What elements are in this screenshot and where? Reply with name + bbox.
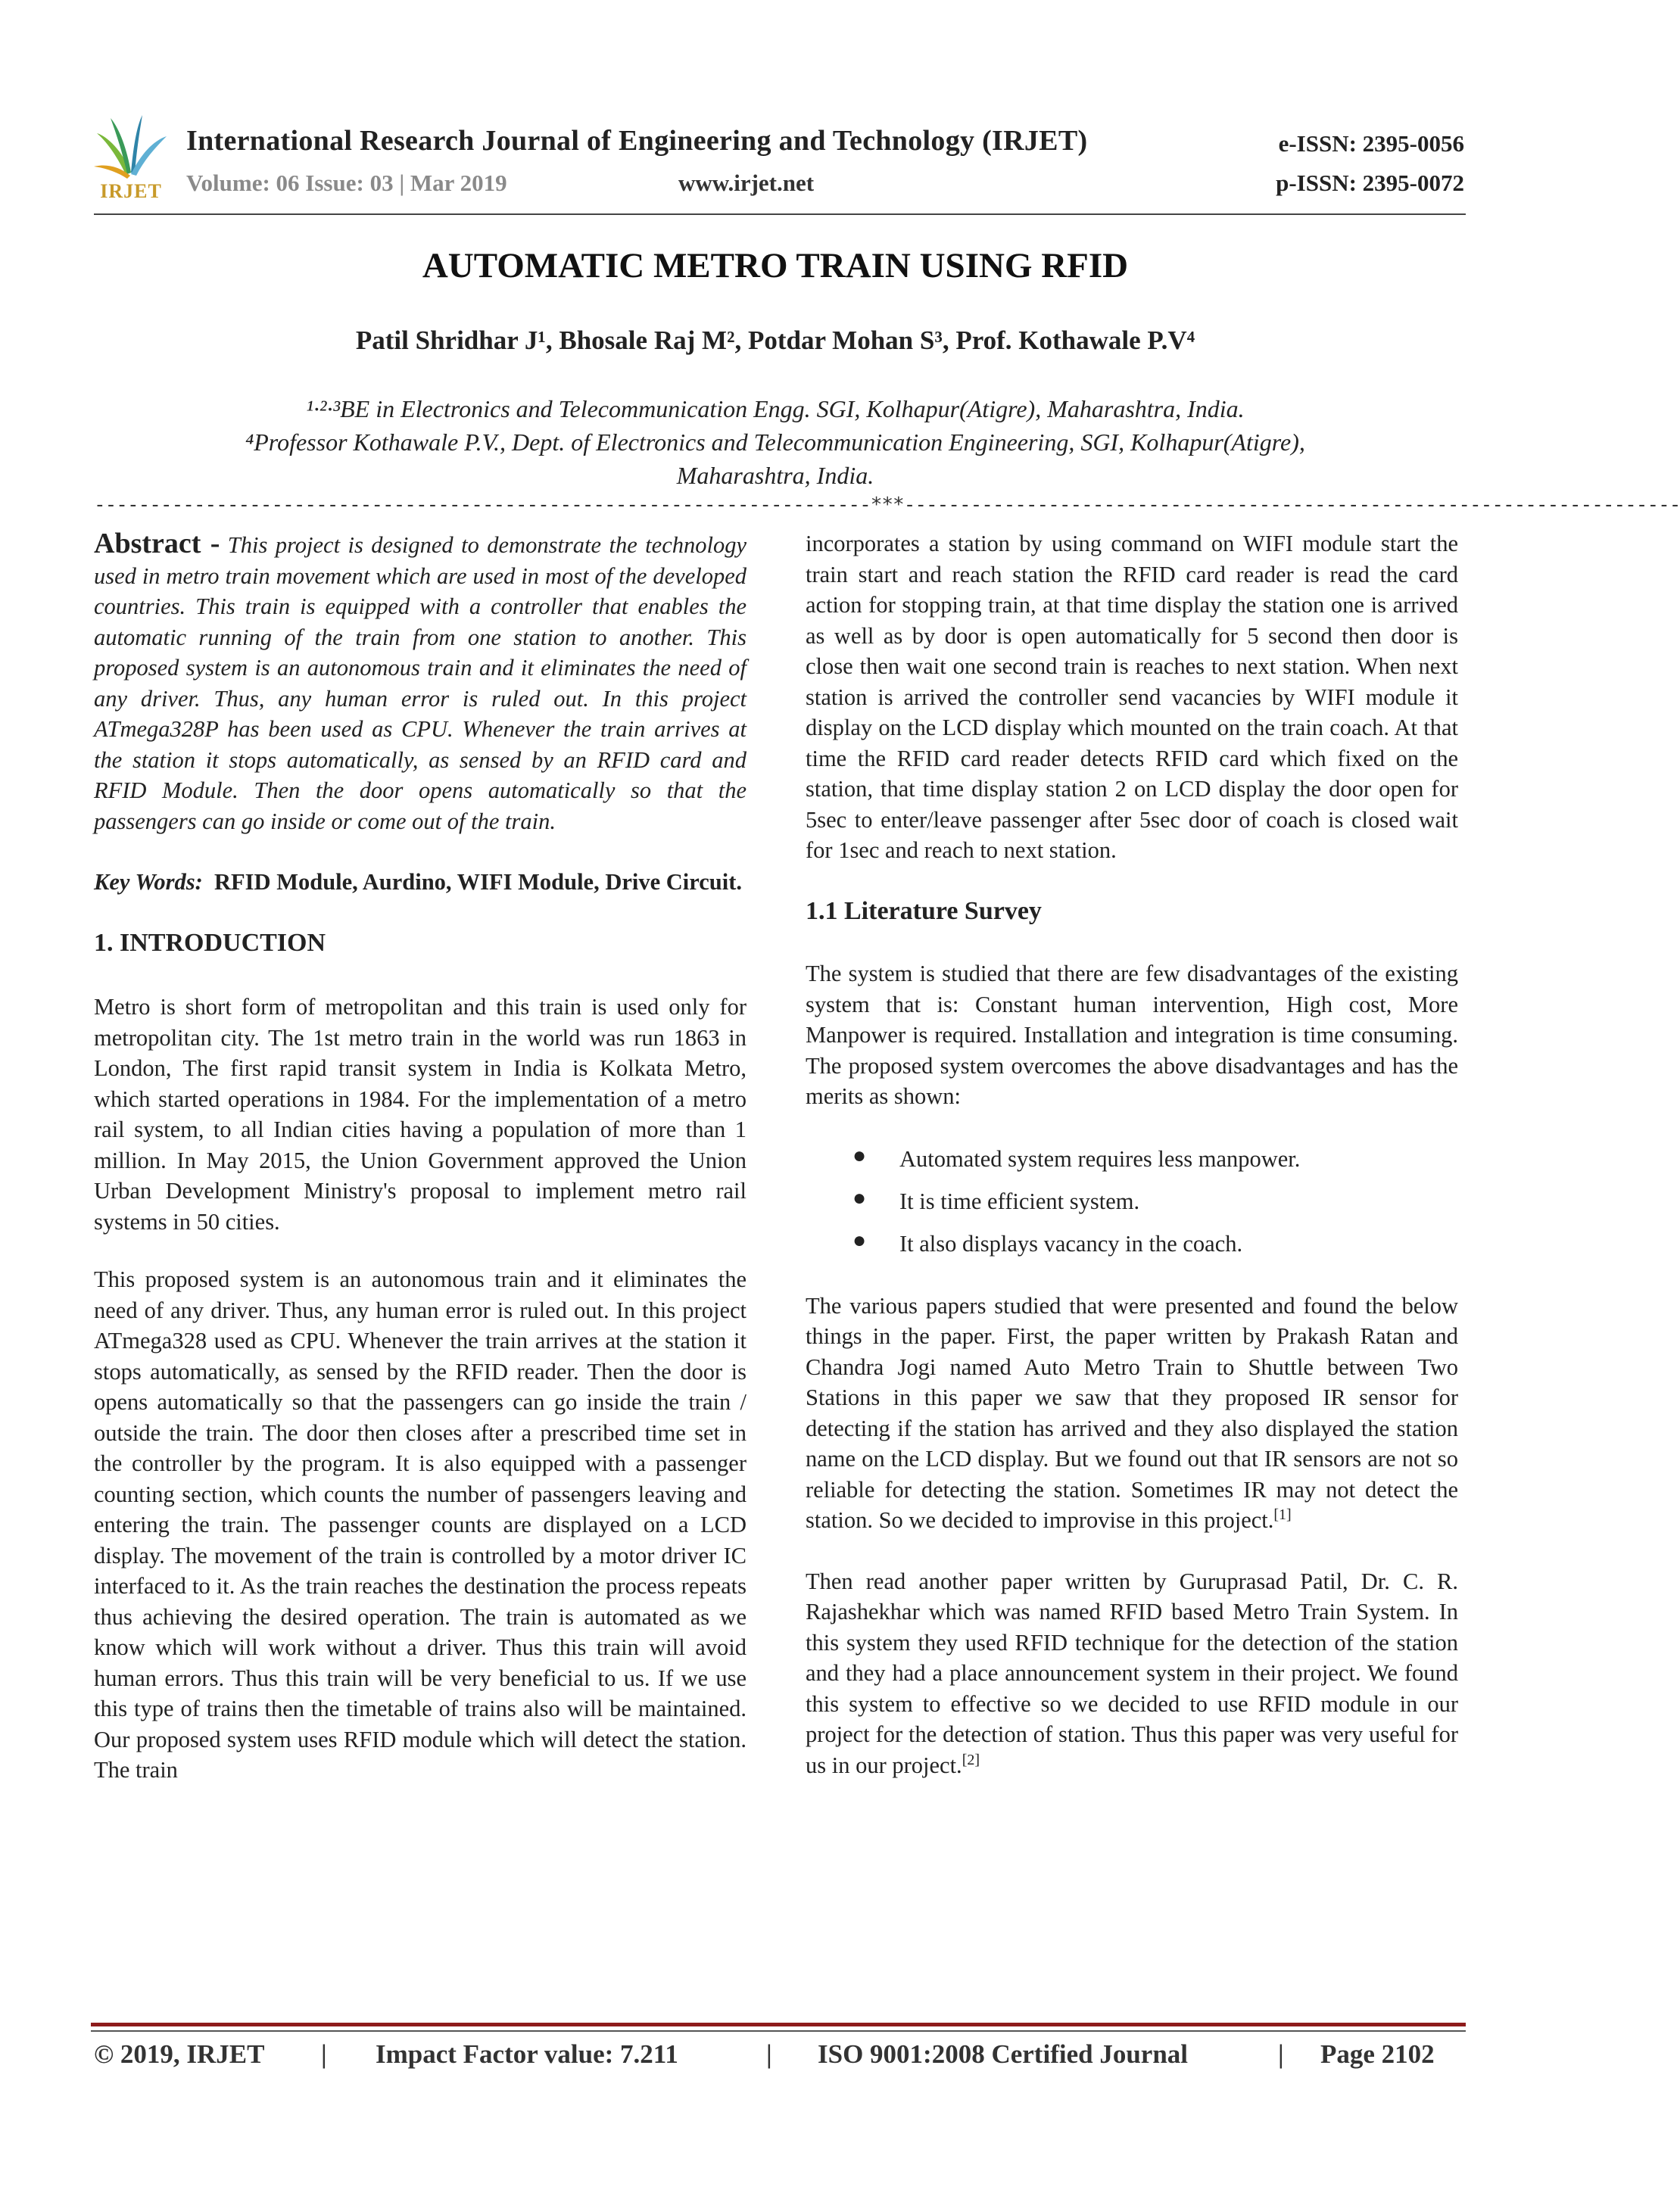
p-issn: p-ISSN: 2395-0072: [1276, 170, 1464, 196]
affiliation-2: ⁴Professor Kothawale P.V., Dept. of Electronics and Telecommunication Engineering, SGI, Kolhapur(Atigre),: [245, 428, 1305, 456]
literature-paragraph-3: Then read another paper written by Guruprasad Patil, Dr. C. R. Rajashekhar which was named RFID based Metro Train System. In this system they used RFID technique for the detection of the station and they had a place announcement system in their project. We found this system to effective so we decided to use RFID module in our project for the detection of station. Thus this paper was very useful for us in our project.[2]: [806, 1568, 1458, 1778]
left-column: [94, 528, 746, 1786]
footer-separator: |: [321, 2039, 327, 2069]
footer-separator: |: [1278, 2039, 1284, 2069]
merits-list: [806, 1138, 1458, 1265]
paper-title: AUTOMATIC METRO TRAIN USING RFID: [422, 246, 1129, 285]
footer-rule: [91, 2030, 1466, 2032]
footer-impact-factor: Impact Factor value: 7.211: [376, 2039, 678, 2069]
bullet-icon: ●: [852, 1142, 867, 1168]
literature-paragraph-2: The various papers studied that were presented and found the below things in the paper. First, the paper written by Prakash Ratan and Chandra Jogi named Auto Metro Train to Shuttle between Two Stations in this paper we saw that they proposed IR sensor for detecting if the station has arrived and they also displayed the station name on the LCD display. But we found out that IR sensors are not so reliable for detecting the station. Sometimes IR may not detect the station. So we decided to improvise in this project.[1]: [806, 1292, 1458, 1533]
literature-survey-heading: 1.1 Literature Survey: [806, 896, 1042, 925]
list-item: ● It also displays vacancy in the coach.: [806, 1223, 1458, 1265]
right-column: [806, 528, 1458, 1780]
keywords-label: Key Words: [94, 869, 195, 895]
reference-1[interactable]: [1]: [1273, 1506, 1292, 1523]
page-footer: [94, 2035, 1466, 2074]
journal-name: International Research Journal of Engineering and Technology (IRJET): [186, 125, 1088, 157]
irjet-logo: [92, 114, 170, 203]
intro-paragraph-1: Metro is short form of metropolitan and this train is used only for metropolitan city. The 1st metro train in the world was run 1863 in London, The first rapid transit system in India is Kolkata Metro, which started operations in 1984. For the implementation of a metro rail system, to all Indian cities having a population of more than 1 million. In May 2015, the Union Government approved the Union Urban Development Ministry's proposal to implement metro rail systems in 50 cities.: [94, 994, 746, 1235]
intro-heading: 1. INTRODUCTION: [94, 928, 326, 957]
footer-iso: ISO 9001:2008 Certified Journal: [818, 2039, 1189, 2069]
footer-separator: |: [766, 2039, 772, 2069]
abstract-label: Abstract -: [94, 528, 220, 559]
paper-authors: Patil Shridhar J¹, Bhosale Raj M², Potdar Mohan S³, Prof. Kothawale P.V⁴: [355, 326, 1195, 355]
intro-paragraph-2: This proposed system is an autonomous train and it eliminates the need of any driver. Thus, any human error is ruled out. In this project ATmega328 used as CPU. Whenever the train arrives at the station it stops automatically, as sensed by the RFID reader. Then the door is opens automatically so that the passengers can go inside the train / outside the train. The door then closes after a prescribed time set in the controller by the program. It is also equipped with a passenger counting section, which counts the number of passengers leaving and entering the train. The passenger counts are displayed on a LCD display. The movement of the train is controlled by a motor driver IC interfaced to it. As the train reaches the destination the process repeats thus achieving the desired operation. The train is automated as we know which will work without a driver. Thus this train will avoid human errors. Thus this train will be very beneficial to us. If we use this type of trains then the timetable of trains also will be maintained. Our proposed system uses RFID module which will detect the station. The train: [94, 1266, 746, 1783]
footer-page-number: Page 2102: [1320, 2039, 1435, 2069]
literature-paragraph-1: The system is studied that there are few disadvantages of the existing system that is: Constant human intervention, High cost, More Manpower is required. Installation and integration is time consuming. The proposed system overcomes the above disadvantages and has the merits as shown:: [806, 961, 1458, 1109]
abstract-text: This project is designed to demonstrate the technology used in metro train movement which are used in most of the developed countries. This train is equipped with a controller that enables the automatic running of the train from one station to another. This proposed system is an autonomous train and it eliminates the need of any driver. Thus, any human error is ruled out. In this project ATmega328P has been used as CPU. Whenever the train arrives at the station it stops automatically, as sensed by an RFID card and RFID Module. Then the door opens automatically so that the passengers can go inside or come out of the train.: [94, 532, 746, 834]
affiliation-3: Maharashtra, India.: [676, 462, 874, 489]
affiliation-1: ¹·²·³BE in Electronics and Telecommunication Engg. SGI, Kolhapur(Atigre), Maharashtra, India.: [306, 395, 1245, 422]
continued-paragraph: incorporates a station by using command on WIFI module start the train start and reach station the RFID card reader is read the card action for stopping train, at that time display the station one is arrived as well as by door is open automatically for 5 second then door is close then wait one second train is reaches to next station. When next station is arrived the controller send vacancies by WIFI module it display on the LCD display which mounted on the train coach. At that time the RFID card reader detects RFID card which fixed on the station, that time display station 2 on LCD display the door open for 5sec to enter/leave passenger after 5sec door of coach is closed wait for 1sec and reach to next station.: [806, 531, 1458, 863]
section-divider: ----------------------------------------------------------------------***----------------------------------------------------------------------: [94, 494, 1680, 516]
journal-website[interactable]: www.irjet.net: [678, 170, 815, 196]
keywords: Key Words: RFID Module, Aurdino, WIFI Module, Drive Circuit.: [94, 869, 743, 895]
footer-copyright: © 2019, IRJET: [94, 2039, 265, 2069]
logo-text: IRJET: [100, 180, 162, 202]
volume-issue: Volume: 06 Issue: 03 | Mar 2019: [186, 170, 507, 196]
reference-2[interactable]: [2]: [962, 1751, 980, 1768]
footer-rule-red: [91, 2023, 1466, 2026]
abstract: [94, 528, 746, 836]
header-rule: [94, 213, 1466, 215]
keywords-text: RFID Module, Aurdino, WIFI Module, Drive Circuit.: [214, 869, 743, 895]
bullet-icon: ●: [852, 1227, 867, 1253]
list-item: ● Automated system requires less manpower.: [806, 1138, 1458, 1180]
bullet-icon: ●: [852, 1185, 867, 1210]
list-item: ● It is time efficient system.: [806, 1180, 1458, 1223]
e-issn: e-ISSN: 2395-0056: [1278, 130, 1464, 157]
